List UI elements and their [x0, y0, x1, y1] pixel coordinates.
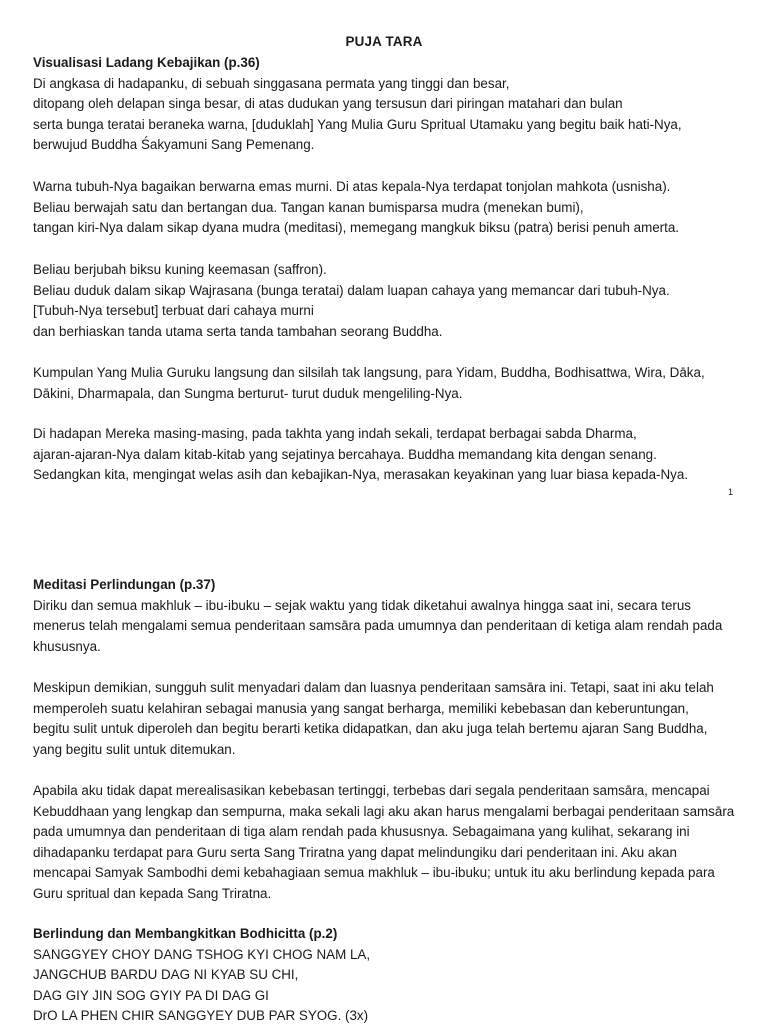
page-number: 1 [728, 487, 734, 497]
berlindung-section [33, 924, 737, 1027]
mantra-line: DrO LA PHEN CHIR SANGGYEY DUB PAR SYOG. (3x) [33, 1008, 369, 1024]
mantra-line: DAG GIY JIN SOG GYIY PA DI DAG GI [33, 987, 269, 1003]
text-line: Beliau berjubah biksu kuning keemasan (saffron). [33, 262, 327, 277]
text-line: Di hadapan Mereka masing-masing, pada takhta yang indah sekali, terdapat berbagai sabda Dharma, [33, 426, 637, 441]
visualisasi-section [33, 53, 737, 156]
paragraph [33, 260, 737, 342]
section-heading: Meditasi Perlindungan (p.37) [33, 577, 216, 592]
text-line: Beliau berwajah satu dan bertangan dua. Tangan kanan bumisparsa mudra (menekan bumi), [33, 199, 584, 215]
text-line: memperoleh suatu kelahiran sebagai manusia yang sangat berharga, memiliki kebebasan dan keberuntungan, [33, 700, 689, 716]
text-line: Meskipun demikian, sungguh sulit menyadari dalam dan luasnya penderitaan samsāra ini. Tetapi, saat ini aku telah [33, 680, 714, 695]
paragraph [33, 781, 737, 905]
page-title: PUJA TARA [345, 34, 423, 49]
text-line: Apabila aku tidak dapat merealisasikan kebebasan tertinggi, terbebas dari segala penderitaan samsāra, mencapai [33, 783, 710, 798]
text-line: begitu sulit untuk diperoleh dan begitu berarti ketika didapatkan, dan aku juga telah bertemu ajaran Sang Buddha, [33, 721, 708, 737]
text-line: dihadapanku terdapat para Guru serta Sang Triratna yang dapat melindungiku dari penderitaan ini. Aku akan [33, 844, 677, 860]
text-line: serta bunga teratai beraneka warna, [duduklah] Yang Mulia Guru Spritual Utamaku yang begitu baik hati-Nya, [33, 116, 682, 132]
text-line: Warna tubuh-Nya bagaikan berwarna emas murni. Di atas kepala-Nya terdapat tonjolan mahkota (usnisha). [33, 179, 671, 194]
paragraph [33, 363, 737, 404]
text-line: [Tubuh-Nya tersebut] terbuat dari cahaya murni [33, 303, 314, 319]
section-heading: Visualisasi Ladang Kebajikan (p.36) [33, 55, 260, 70]
mantra-line: SANGGYEY CHOY DANG TSHOG KYI CHOG NAM LA, [33, 946, 371, 962]
mantra-line: JANGCHUB BARDU DAG NI KYAB SU CHI, [33, 967, 299, 983]
text-line: mencapai Samyak Sambodhi demi kebahagiaan semua makhluk – ibu-ibuku; untuk itu aku berlindung kepada para [33, 865, 715, 881]
text-line: dan berhiaskan tanda utama serta tanda tambahan seorang Buddha. [33, 323, 443, 339]
text-line: khususnya. [33, 638, 101, 654]
text-line: berwujud Buddha Śakyamuni Sang Pemenang. [33, 137, 315, 153]
text-line: tangan kiri-Nya dalam sikap dyana mudra (meditasi), memegang mangkuk biksu (patra) berisi penuh amerta. [33, 220, 680, 236]
paragraph [33, 424, 737, 486]
text-line: Kumpulan Yang Mulia Guruku langsung dan silsilah tak langsung, para Yidam, Buddha, Bodhisattwa, Wira, Dāka, [33, 365, 705, 380]
text-line: menerus telah mengalami semua penderitaan samsāra pada umumnya dan penderitaan di ketiga alam rendah pada [33, 618, 723, 634]
paragraph [33, 177, 737, 239]
text-line: Diriku dan semua makhluk – ibu-ibuku – sejak waktu yang tidak diketahui awalnya hingga saat ini, secara terus [33, 597, 691, 613]
text-line: Di angkasa di hadapanku, di sebuah singgasana permata yang tinggi dan besar, [33, 75, 510, 91]
text-line: ajaran-ajaran-Nya dalam kitab-kitab yang sejatinya bercahaya. Buddha memandang kita dengan senang. [33, 446, 657, 462]
section-heading: Berlindung dan Membangkitkan Bodhicitta (p.2) [33, 926, 338, 941]
text-line: Dākini, Dharmapala, dan Sungma berturut- turut duduk mengeliling-Nya. [33, 385, 463, 401]
meditasi-section [33, 575, 737, 657]
text-line: Guru spritual dan kepada Sang Triratna. [33, 885, 272, 901]
paragraph [33, 678, 737, 760]
text-line: yang begitu sulit untuk ditemukan. [33, 741, 236, 757]
text-line: Kebuddhaan yang lengkap dan sempurna, maka sekali lagi aku akan harus mengalami berbagai penderitaan samsāra [33, 803, 735, 819]
text-line: Sedangkan kita, mengingat welas asih dan kebajikan-Nya, merasakan keyakinan yang luar biasa kepada-Nya. [33, 467, 689, 483]
text-line: Beliau duduk dalam sikap Wajrasana (bunga teratai) dalam luapan cahaya yang memancar dari tubuh-Nya. [33, 282, 670, 298]
text-line: ditopang oleh delapan singa besar, di atas dudukan yang tersusun dari piringan matahari dan bulan [33, 96, 623, 112]
text-line: pada umumnya dan penderitaan di tiga alam rendah pada khususnya. Sebagaimana yang kulihat, sekarang ini [33, 824, 690, 840]
